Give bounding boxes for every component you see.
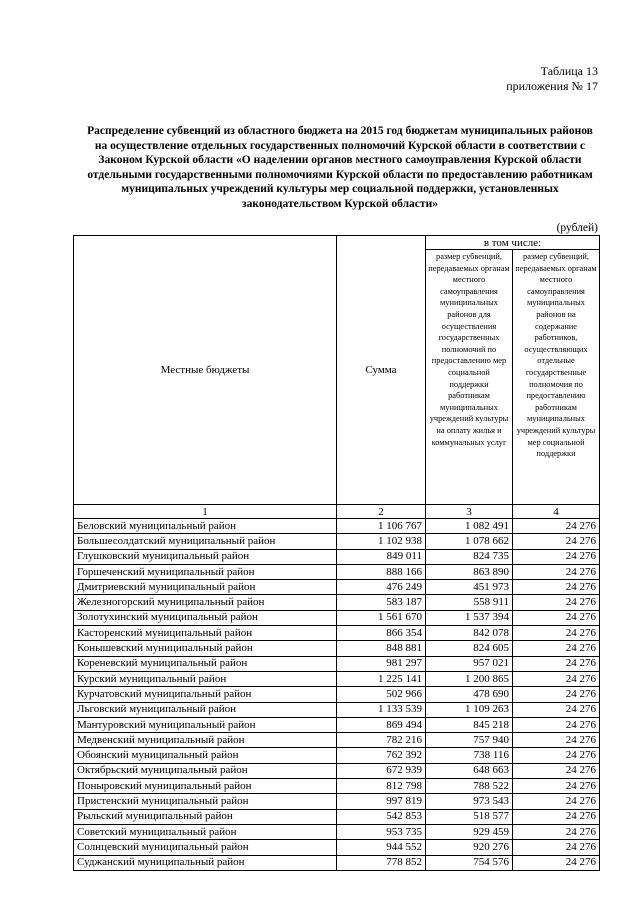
total-amount: 476 249 xyxy=(337,580,426,595)
header-staff-subsidy: размер субвенций, передаваемых органам местного самоуправления муниципальных районов на содержание работников, осуществляющих отдельные государственные полномочия по предоставлению работникам муниципальных учреждений культуры мер социальной поддержки xyxy=(513,250,600,505)
housing-subsidy-amount: 929 459 xyxy=(426,824,513,839)
district-name: Льговский муниципальный район xyxy=(74,702,337,717)
housing-subsidy-amount: 788 522 xyxy=(426,779,513,794)
staff-subsidy-amount: 24 276 xyxy=(513,717,600,732)
district-name: Беловский муниципальный район xyxy=(74,519,337,534)
district-name: Пристенский муниципальный район xyxy=(74,794,337,809)
district-name: Большесолдатский муниципальный район xyxy=(74,534,337,549)
district-name: Суджанский муниципальный район xyxy=(74,855,337,870)
title-line: законодательством Курской области» xyxy=(242,197,438,210)
total-amount: 866 354 xyxy=(337,626,426,641)
staff-subsidy-amount: 24 276 xyxy=(513,809,600,824)
housing-subsidy-amount: 1 078 662 xyxy=(426,534,513,549)
district-name: Золотухинский муниципальный район xyxy=(74,610,337,625)
total-amount: 944 552 xyxy=(337,840,426,855)
title-line: муниципальных учреждений культуры мер социальной поддержки, установленных xyxy=(121,183,559,196)
housing-subsidy-amount: 957 021 xyxy=(426,656,513,671)
table-row xyxy=(74,717,600,732)
total-amount: 1 102 938 xyxy=(337,534,426,549)
staff-subsidy-amount: 24 276 xyxy=(513,687,600,702)
table-row xyxy=(74,748,600,763)
table-row xyxy=(74,809,600,824)
total-amount: 953 735 xyxy=(337,824,426,839)
housing-subsidy-amount: 845 218 xyxy=(426,717,513,732)
total-amount: 1 106 767 xyxy=(337,519,426,534)
table-row xyxy=(74,763,600,778)
header-local-budgets: Местные бюджеты xyxy=(74,236,337,505)
subsidy-table xyxy=(73,235,600,871)
staff-subsidy-amount: 24 276 xyxy=(513,641,600,656)
header-row xyxy=(74,236,600,250)
header-including: в том числе: xyxy=(426,236,600,250)
total-amount: 1 133 539 xyxy=(337,702,426,717)
district-name: Кореневский муниципальный район xyxy=(74,656,337,671)
staff-subsidy-amount: 24 276 xyxy=(513,610,600,625)
housing-subsidy-amount: 1 200 865 xyxy=(426,671,513,686)
staff-subsidy-amount: 24 276 xyxy=(513,595,600,610)
housing-subsidy-amount: 518 577 xyxy=(426,809,513,824)
total-amount: 1 225 141 xyxy=(337,671,426,686)
table-row xyxy=(74,702,600,717)
housing-subsidy-amount: 558 911 xyxy=(426,595,513,610)
district-name: Горшеченский муниципальный район xyxy=(74,564,337,579)
table-row xyxy=(74,824,600,839)
table-row xyxy=(74,855,600,870)
table-row xyxy=(74,779,600,794)
table-row xyxy=(74,564,600,579)
header-housing-subsidy: размер субвенций, передаваемых органам местного самоуправления муниципальных районов для осуществления государственных полномочий по предоставлению мер социальной поддержки работникам муниципальных учреждений культуры на оплату жилья и коммунальных услуг xyxy=(426,250,513,505)
column-number: 4 xyxy=(513,505,600,519)
district-name: Солнцевский муниципальный район xyxy=(74,840,337,855)
district-name: Глушковский муниципальный район xyxy=(74,549,337,564)
housing-subsidy-amount: 478 690 xyxy=(426,687,513,702)
total-amount: 888 166 xyxy=(337,564,426,579)
staff-subsidy-amount: 24 276 xyxy=(513,733,600,748)
housing-subsidy-amount: 648 663 xyxy=(426,763,513,778)
district-name: Курский муниципальный район xyxy=(74,671,337,686)
total-amount: 672 939 xyxy=(337,763,426,778)
district-name: Октябрьский муниципальный район xyxy=(74,763,337,778)
district-name: Обоянский муниципальный район xyxy=(74,748,337,763)
table-row xyxy=(74,840,600,855)
staff-subsidy-amount: 24 276 xyxy=(513,702,600,717)
district-name: Медвенский муниципальный район xyxy=(74,733,337,748)
district-name: Курчатовский муниципальный район xyxy=(74,687,337,702)
district-name: Рыльский муниципальный район xyxy=(74,809,337,824)
staff-subsidy-amount: 24 276 xyxy=(513,855,600,870)
district-name: Поныровский муниципальный район xyxy=(74,779,337,794)
total-amount: 782 216 xyxy=(337,733,426,748)
staff-subsidy-amount: 24 276 xyxy=(513,626,600,641)
table-row xyxy=(74,794,600,809)
document-title xyxy=(70,124,610,212)
staff-subsidy-amount: 24 276 xyxy=(513,564,600,579)
column-number-row xyxy=(74,505,600,519)
district-name: Касторенский муниципальный район xyxy=(74,626,337,641)
district-name: Конышевский муниципальный район xyxy=(74,641,337,656)
table-row xyxy=(74,733,600,748)
housing-subsidy-amount: 920 276 xyxy=(426,840,513,855)
staff-subsidy-amount: 24 276 xyxy=(513,580,600,595)
table-row xyxy=(74,595,600,610)
total-amount: 981 297 xyxy=(337,656,426,671)
table-row xyxy=(74,687,600,702)
title-line: Распределение субвенций из областного бюджета на 2015 год бюджетам муниципальных районов xyxy=(87,125,593,137)
total-amount: 869 494 xyxy=(337,717,426,732)
header-total: Сумма xyxy=(337,236,426,505)
housing-subsidy-amount: 824 735 xyxy=(426,549,513,564)
table-row xyxy=(74,580,600,595)
housing-subsidy-amount: 842 078 xyxy=(426,626,513,641)
housing-subsidy-amount: 738 116 xyxy=(426,748,513,763)
total-amount: 812 798 xyxy=(337,779,426,794)
staff-subsidy-amount: 24 276 xyxy=(513,794,600,809)
staff-subsidy-amount: 24 276 xyxy=(513,779,600,794)
staff-subsidy-amount: 24 276 xyxy=(513,748,600,763)
staff-subsidy-amount: 24 276 xyxy=(513,824,600,839)
housing-subsidy-amount: 754 576 xyxy=(426,855,513,870)
column-number: 2 xyxy=(337,505,426,519)
housing-subsidy-amount: 863 890 xyxy=(426,564,513,579)
column-number: 3 xyxy=(426,505,513,519)
staff-subsidy-amount: 24 276 xyxy=(513,671,600,686)
title-line: Законом Курской области «О наделении органов местного самоуправления Курской области xyxy=(98,154,582,167)
staff-subsidy-amount: 24 276 xyxy=(513,549,600,564)
table-row xyxy=(74,610,600,625)
staff-subsidy-amount: 24 276 xyxy=(513,763,600,778)
total-amount: 997 819 xyxy=(337,794,426,809)
housing-subsidy-amount: 757 940 xyxy=(426,733,513,748)
staff-subsidy-amount: 24 276 xyxy=(513,519,600,534)
district-name: Дмитриевский муниципальный район xyxy=(74,580,337,595)
housing-subsidy-amount: 1 109 263 xyxy=(426,702,513,717)
table-row xyxy=(74,549,600,564)
housing-subsidy-amount: 973 543 xyxy=(426,794,513,809)
total-amount: 583 187 xyxy=(337,595,426,610)
total-amount: 778 852 xyxy=(337,855,426,870)
table-row xyxy=(74,656,600,671)
district-name: Железногорский муниципальный район xyxy=(74,595,337,610)
caption-table-number: Таблица 13 xyxy=(540,64,598,78)
caption-appendix-number: приложения № 17 xyxy=(506,79,598,93)
district-name: Мантуровский муниципальный район xyxy=(74,717,337,732)
housing-subsidy-amount: 1 537 394 xyxy=(426,610,513,625)
housing-subsidy-amount: 451 973 xyxy=(426,580,513,595)
total-amount: 542 853 xyxy=(337,809,426,824)
table-row xyxy=(74,519,600,534)
title-line: отдельными государственными полномочиями Курской области по предоставлению работникам xyxy=(87,168,593,181)
units-label: (рублей) xyxy=(556,222,598,234)
title-line: на осуществление отдельных государственных полномочий Курской области в соответствии с xyxy=(94,139,586,152)
table-row xyxy=(74,534,600,549)
total-amount: 849 011 xyxy=(337,549,426,564)
total-amount: 502 966 xyxy=(337,687,426,702)
total-amount: 1 561 670 xyxy=(337,610,426,625)
staff-subsidy-amount: 24 276 xyxy=(513,656,600,671)
staff-subsidy-amount: 24 276 xyxy=(513,534,600,549)
total-amount: 848 881 xyxy=(337,641,426,656)
table-row xyxy=(74,641,600,656)
table-caption xyxy=(506,64,598,94)
column-number: 1 xyxy=(74,505,337,519)
table-row xyxy=(74,626,600,641)
table-row xyxy=(74,671,600,686)
total-amount: 762 392 xyxy=(337,748,426,763)
housing-subsidy-amount: 824 605 xyxy=(426,641,513,656)
housing-subsidy-amount: 1 082 491 xyxy=(426,519,513,534)
district-name: Советский муниципальный район xyxy=(74,824,337,839)
staff-subsidy-amount: 24 276 xyxy=(513,840,600,855)
